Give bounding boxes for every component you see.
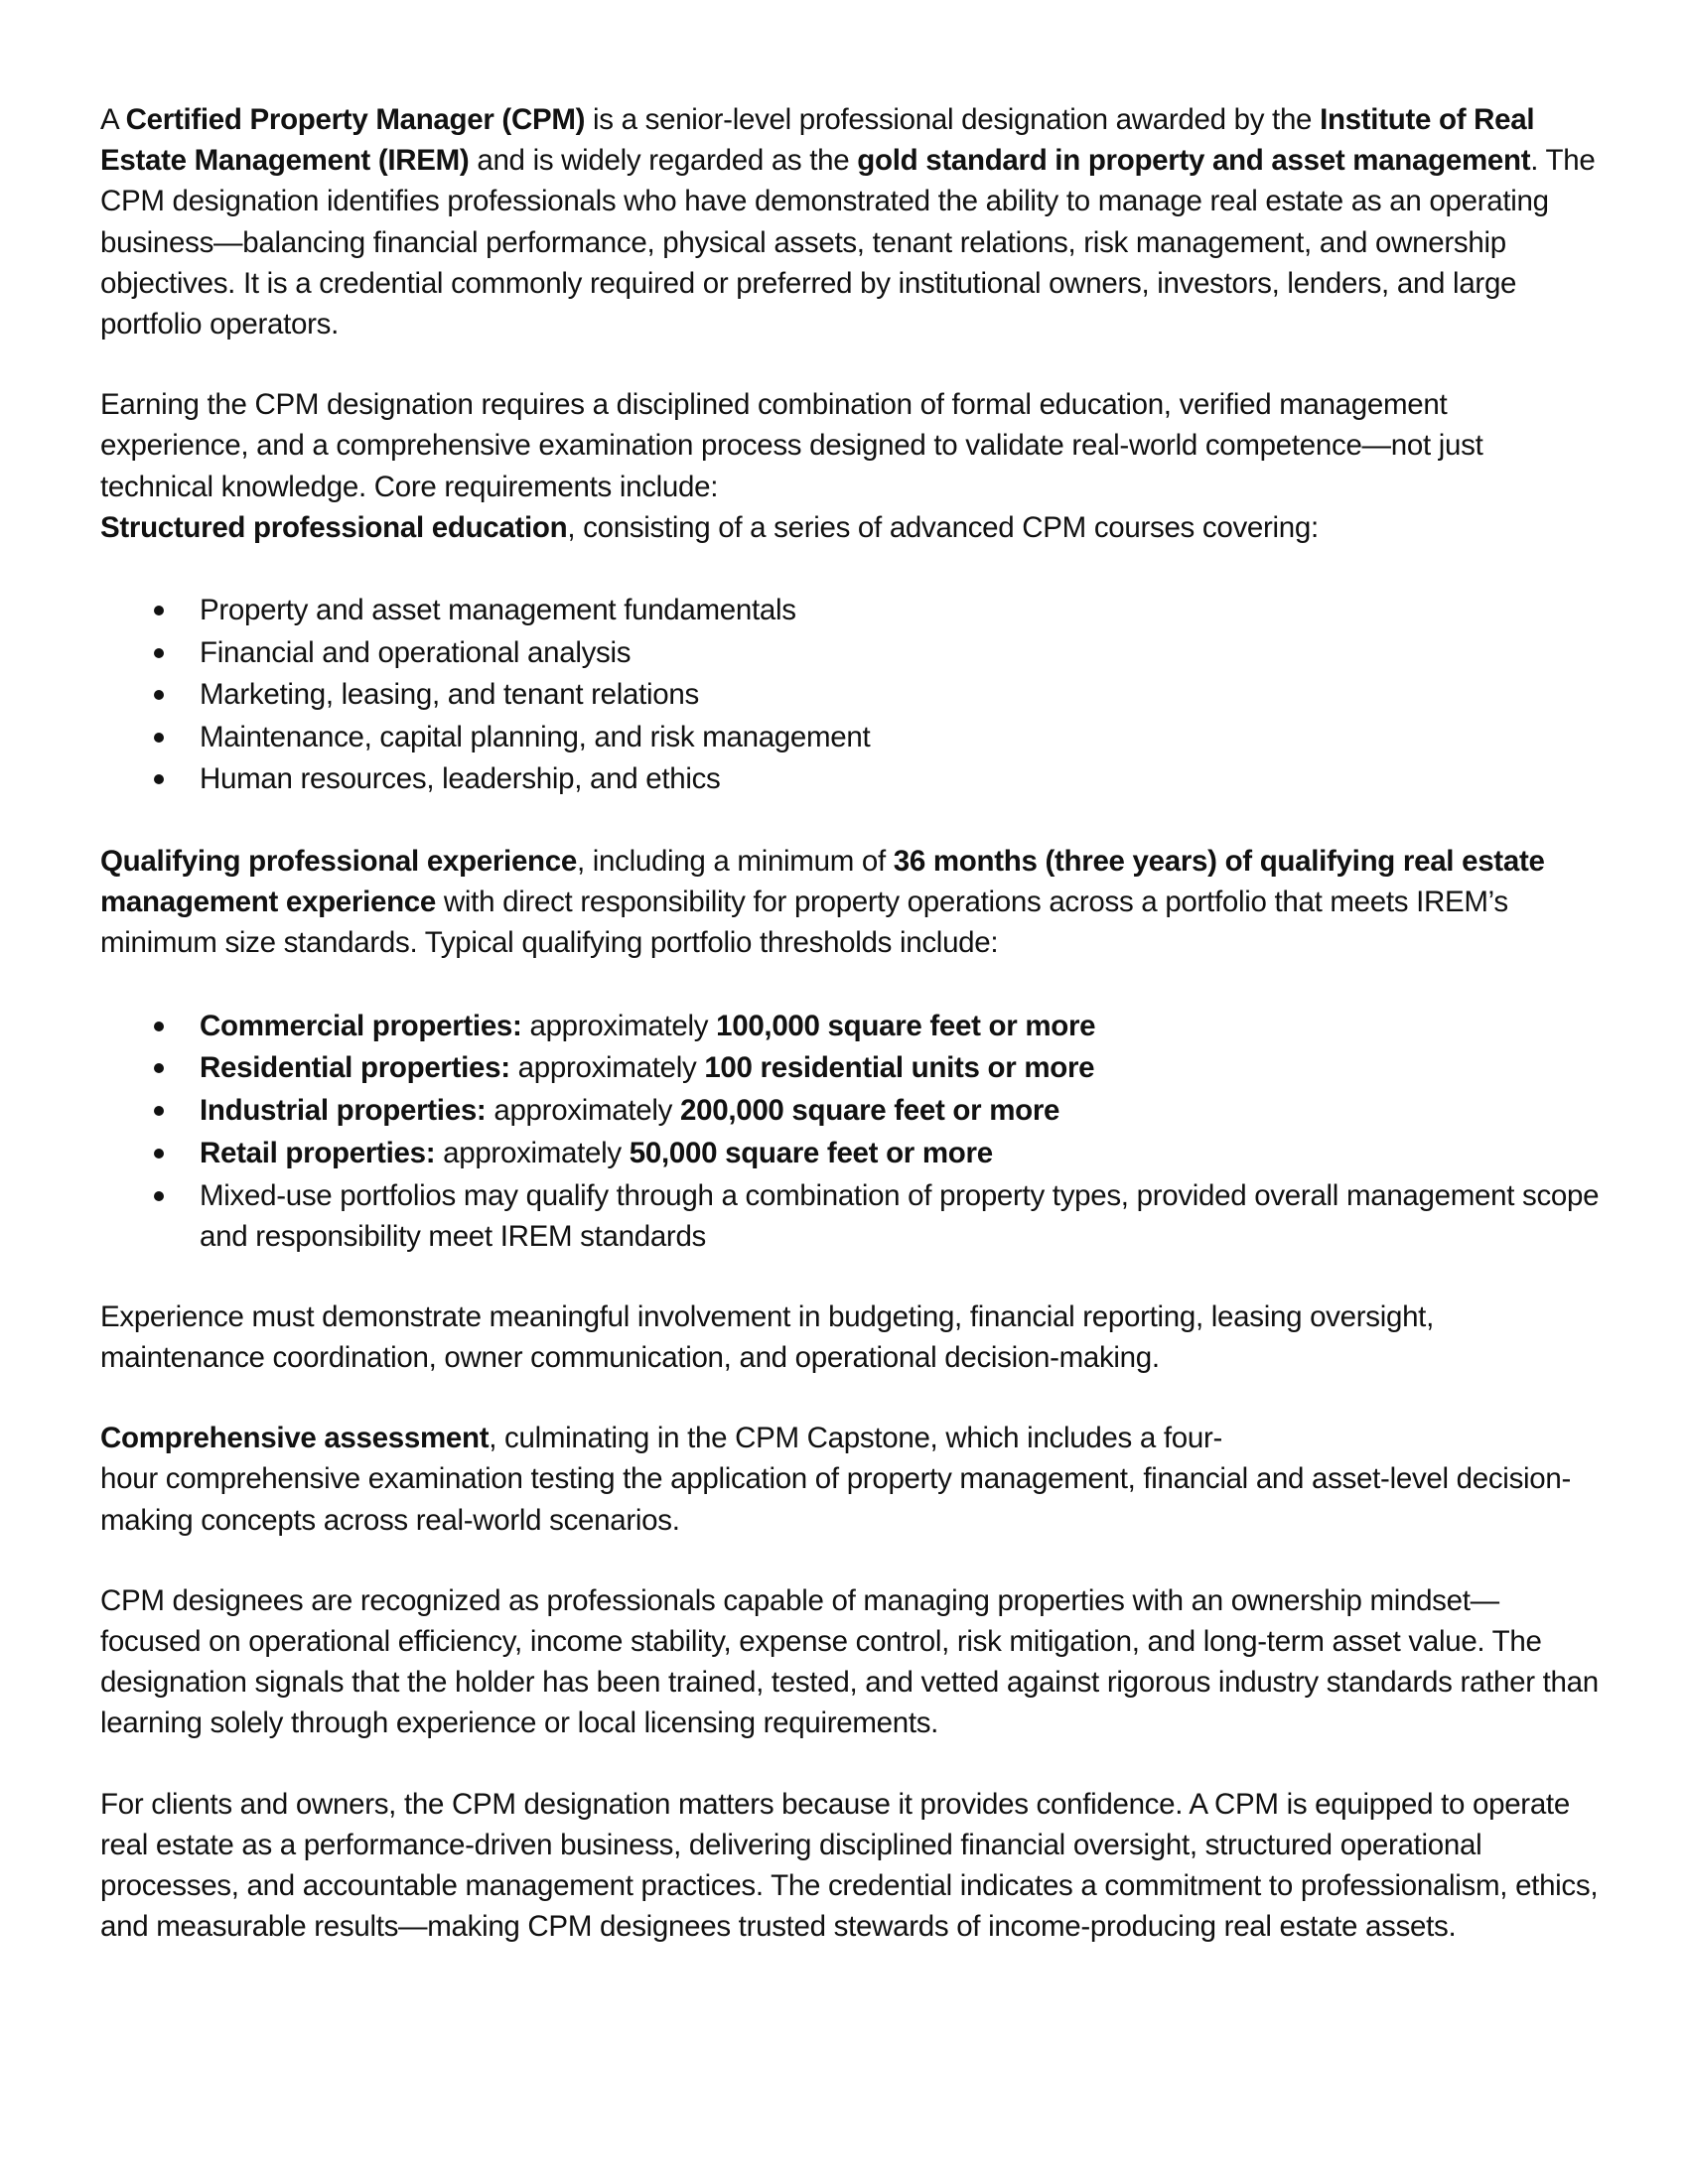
threshold-label: Industrial properties:: [200, 1094, 487, 1128]
bullet-icon: [154, 648, 164, 658]
designee-paragraph: CPM designees are recognized as professionals capable of managing properties with an ownership mindset—focused on operational efficiency, income stability, expense control, risk mitigation, and long-term asset value. The designation signals that the holder has been trained, tested, and vetted against rigorous industry standards rather than learning solely through experience or local licensing requirements.: [100, 1583, 1599, 1740]
list-item: [100, 632, 1600, 675]
experience-paragraph: [100, 841, 1600, 964]
list-item: [100, 717, 1600, 759]
threshold-text: approximately: [435, 1137, 630, 1169]
document-page: [100, 99, 1600, 1947]
irem-term: Institute of Real Estate Management (IREM): [100, 103, 1535, 178]
intro-paragraph: [100, 99, 1600, 344]
intro-text: . The CPM designation identifies professionals who have demonstrated the ability to manage real estate as an operating business—balancing financial performance, physical assets, tenant relations, risk management, and ownership objectives. It is a credential commonly required or preferred by institutional owners, investors, lenders, and large portfolio operators.: [100, 144, 1596, 341]
bullet-icon: [154, 774, 164, 784]
list-item: [100, 1047, 1600, 1090]
bullet-icon: [154, 1022, 164, 1031]
gold-standard-phrase: gold standard in property and asset management: [857, 144, 1531, 178]
bullet-icon: [154, 606, 164, 615]
assessment-paragraph: [100, 1418, 1600, 1541]
course-label: Financial and operational analysis: [200, 635, 632, 669]
threshold-value: 100,000 square feet or more: [716, 1009, 1096, 1042]
education-heading: Structured professional education: [100, 510, 568, 544]
list-item: [100, 758, 1600, 801]
education-text: , consisting of a series of advanced CPM courses covering:: [567, 510, 1319, 544]
experience-detail-paragraph: Experience must demonstrate meaningful involvement in budgeting, financial reporting, leasing oversight, maintenance coordination, owner communication, and operational decision-making.: [100, 1299, 1434, 1374]
threshold-value: 100 residential units or more: [704, 1051, 1095, 1085]
experience-heading: Qualifying professional experience: [100, 845, 577, 878]
intro-text: A: [100, 103, 126, 136]
bullet-icon: [154, 1106, 164, 1116]
experience-text: with direct responsibility for property operations across a portfolio that meets IREM’s minimum size standards. Typical qualifying portfolio thresholds include:: [100, 886, 1508, 960]
course-label: Marketing, leasing, and tenant relations: [200, 678, 699, 712]
bullet-icon: [154, 1063, 164, 1073]
course-list: [100, 590, 1600, 801]
experience-requirement: 36 months (three years) of qualifying real estate management experience: [100, 845, 1545, 919]
list-item: [100, 590, 1600, 632]
requirements-intro-paragraph: Earning the CPM designation requires a disciplined combination of formal education, verified management experience, and a comprehensive examination process designed to validate real-world competence—not just technical knowledge. Core requirements include:: [100, 388, 1483, 503]
intro-text: and is widely regarded as the: [469, 144, 858, 178]
course-label: Property and asset management fundamentals: [200, 594, 796, 627]
bullet-icon: [154, 733, 164, 743]
threshold-label: Commercial properties:: [200, 1009, 522, 1042]
list-item: [100, 1133, 1600, 1175]
value-paragraph: For clients and owners, the CPM designation matters because it provides confidence. A CPM is equipped to operate real estate as a performance-driven business, delivering disciplined financial oversight, structured operational processes, and accountable management practices. The credential indicates a commitment to professionalism, ethics, and measurable results—making CPM designees trusted stewards of income-producing real estate assets.: [100, 1787, 1599, 1944]
assessment-heading: Comprehensive assessment: [100, 1422, 490, 1455]
cpm-term: Certified Property Manager (CPM): [125, 103, 586, 136]
threshold-label: Residential properties:: [200, 1051, 510, 1085]
course-label: Maintenance, capital planning, and risk management: [200, 720, 871, 753]
threshold-list: [100, 1006, 1600, 1257]
assessment-text: , culminating in the CPM Capstone, which includes a four-: [489, 1422, 1223, 1455]
threshold-text: approximately: [521, 1009, 717, 1042]
list-item: [100, 1175, 1600, 1257]
intro-text: is a senior-level professional designation awarded by the: [585, 103, 1321, 136]
bullet-icon: [154, 690, 164, 700]
threshold-text: approximately: [486, 1094, 680, 1128]
assessment-text: hour comprehensive examination testing the application of property management, financial and asset-level decision-making concepts across real-world scenarios.: [100, 1462, 1572, 1537]
list-item: [100, 1090, 1600, 1133]
mixed-use-text: Mixed-use portfolios may qualify through a combination of property types, provided overall management scope and responsibility meet IREM standards: [200, 1178, 1600, 1253]
threshold-value: 50,000 square feet or more: [629, 1137, 993, 1169]
education-paragraph: [100, 507, 1600, 548]
threshold-label: Retail properties:: [200, 1137, 436, 1169]
experience-text: , including a minimum of: [576, 845, 894, 878]
list-item: [100, 674, 1600, 717]
bullet-icon: [154, 1191, 164, 1201]
threshold-text: approximately: [509, 1051, 705, 1085]
bullet-icon: [154, 1149, 164, 1159]
list-item: [100, 1006, 1600, 1048]
threshold-value: 200,000 square feet or more: [680, 1094, 1060, 1128]
course-label: Human resources, leadership, and ethics: [200, 762, 721, 796]
